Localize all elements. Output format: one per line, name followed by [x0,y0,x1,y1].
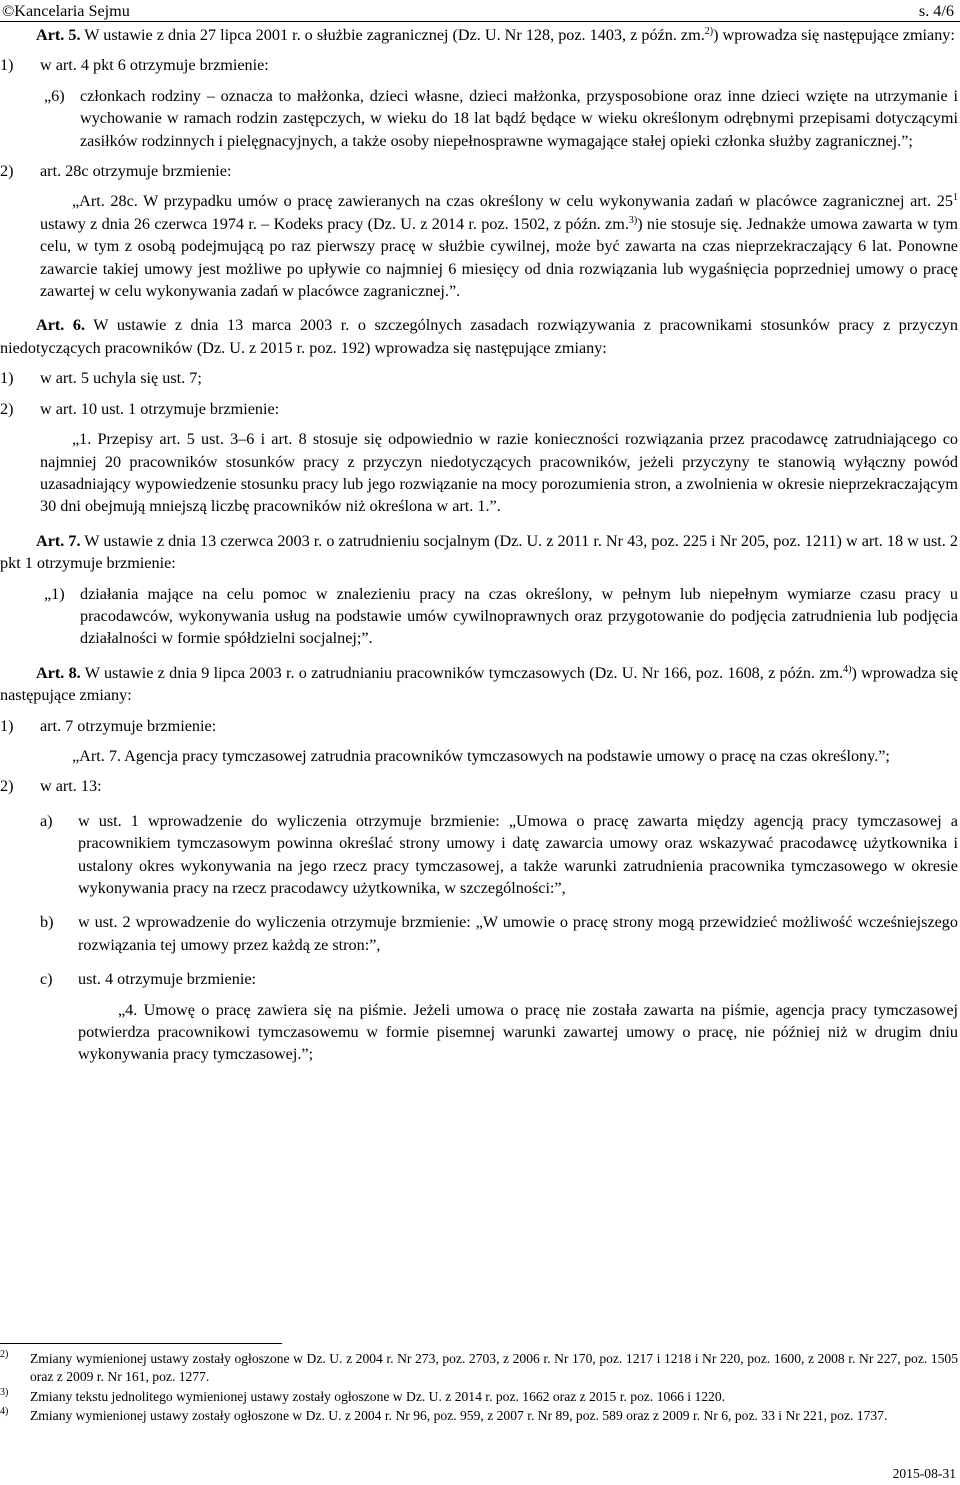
footnotes [0,1350,958,1427]
point-text: w art. 4 pkt 6 otrzymuje brzmienie: [40,56,269,75]
art8-tail: ) wprowadza się następujące zmiany: [0,663,958,705]
art6-text: W ustawie z dnia 13 marca 2003 r. o szczególnych zasadach rozwiązywania z pracownikami stosunków pracy z przyczyn niedotyczących pracowników (Dz. U. z 2015 r. poz. 192) wprowadza się następujące zmiany: [0,316,958,357]
art6-point-2 [0,398,958,420]
superscript: 1 [953,192,958,204]
quote-text-a: „Art. 28c. W przypadku umów o pracę zawieranych na czas określony w celu wykonywania zadań w placówce zagranicznej art. 25 [72,192,953,211]
art8-letter-b [0,911,958,956]
letter-text: w ust. 2 wprowadzenie do wyliczenia otrzymuje brzmienie: „W umowie o pracę strony mogą przewidzieć możliwość wcześniejszego rozwiązania tej umowy przez każdą ze stron:”, [78,913,958,954]
art5-point-1-quote [0,85,958,152]
art8-letter-c-quote: „4. Umowę o pracę zawiera się na piśmie. Jeżeli umowa o pracę nie została zawarta na piśmie, agencja pracy tymczasowej potwierdza pracownikowi tymczasowemu w formie pisemnej warunki zawartej umowy o pracę, nie później niż w drugim dniu wykonywania pracy tymczasowej.”; [78,1000,958,1064]
footnote-ref: 3) [628,214,638,226]
art6-intro [0,314,958,359]
footnote-text: Zmiany wymienionej ustawy zostały ogłoszone w Dz. U. z 2004 r. Nr 273, poz. 2703, z 2006 r. Nr 170, poz. 1217 i 1218 i Nr 220, poz. 1600, z 2008 r. Nr 227, poz. 1505 oraz z 2009 r. Nr 161, poz. 1277. [30,1351,958,1385]
header-page-number: s. 4/6 [918,2,954,20]
quote-number: „6) [44,86,65,105]
letter-number: a) [40,811,53,830]
quote-text-b: ustawy z dnia 26 czerwca 1974 r. – Kodeks pracy (Dz. U. z 2014 r. poz. 1502, z późn. zm. [40,214,629,233]
art6-point-1 [0,367,958,389]
art8-point-1 [0,715,958,737]
footnote-text: Zmiany wymienionej ustawy zostały ogłoszone w Dz. U. z 2004 r. Nr 96, poz. 959, z 2007 r. Nr 89, poz. 589 oraz z 2009 r. Nr 6, poz. 33 i Nr 221, poz. 1737. [30,1408,888,1424]
point-number: 2) [0,162,14,181]
art7-label: Art. 7. [36,531,81,550]
footnote-number: 3) [0,1386,9,1398]
art8-letter-c [0,968,958,990]
document-body [0,24,958,1066]
art5-point-2 [0,160,958,182]
art6-label: Art. 6. [36,316,86,335]
footnote-rule [0,1343,282,1344]
point-number: 2) [0,399,14,418]
quote-text: działania mające na celu pomoc w znalezieniu pracy na czas określony, w pełnym lub niepełnym wymiarze czasu pracy u pracodawców, wykonywania usług na podstawie umów cywilnoprawnych oraz przygotowanie do podjęcia zatrudnienia lub podjęcia działalności w formie spółdzielni socjalnej;”. [80,584,958,648]
point-text: w art. 5 uchyla się ust. 7; [40,369,202,388]
art5-text: W ustawie z dnia 27 lipca 2001 r. o służbie zagranicznej (Dz. U. Nr 128, poz. 1403, z późn. zm. [80,26,705,44]
art5-intro [0,24,958,46]
footnote-number: 4) [0,1406,9,1418]
header-copyright: ©Kancelaria Sejmu [2,2,130,20]
quote-text-c: ) nie stosuje się. Jednakże umowa zawarta w tym celu, w tym z osobą podejmującą po raz pierwszy pracę w służbie cywilnej, może być zawarta na czas nieprzekraczający 6 lat. Ponowne zawarcie takiej umowy jest możliwe po upływie co najmniej 6 miesięcy od dnia rozwiązania lub wygaśnięcia poprzedniej umowy o pracę zawartej w celu wykonywania zadań w placówce zagranicznej.”. [40,214,958,301]
point-number: 2) [0,777,14,796]
footnote-3 [0,1388,958,1406]
page-header [0,0,960,22]
point-text: w art. 10 ust. 1 otrzymuje brzmienie: [40,399,280,418]
footnote-number: 2) [0,1349,9,1360]
art7-intro [0,530,958,575]
point-number: 1) [0,716,14,735]
point-text: art. 7 otrzymuje brzmienie: [40,716,217,735]
art8-letter-a [0,810,958,900]
point-text: art. 28c otrzymuje brzmienie: [40,162,232,181]
art5-footnote-ref: 2) [704,26,714,37]
art7-quote [0,583,958,650]
quote-number: „1) [44,584,65,603]
art5-label: Art. 5. [36,26,81,44]
quote-text: członkach rodziny – oznacza to małżonka, dzieci własne, dzieci małżonka, przysposobione oraz inne dzieci wzięte na utrzymanie i wychowanie w ramach rodzin zastępczych, w wieku do 18 lat bądź będące w wieku określonym odrębnymi przepisami dotyczącymi zasiłków rodzinnych i pielęgnacyjnych, a także osoby niepełnosprawne wymagające stałej opieki członka służby zagranicznej.”; [80,86,958,150]
letter-number: b) [40,913,54,932]
art5-point-1 [0,54,958,76]
art5-point-2-quote [0,190,958,302]
point-text: w art. 13: [40,777,102,796]
art8-footnote-ref: 4) [843,663,852,675]
art8-point-1-quote: „Art. 7. Agencja pracy tymczasowej zatrudnia pracowników tymczasowych na podstawie umowy o pracę na czas określony.”; [72,746,890,765]
point-number: 1) [0,369,14,388]
footnote-4 [0,1407,958,1425]
letter-text: w ust. 1 wprowadzenie do wyliczenia otrzymuje brzmienie: „Umowa o pracę zawarta między agencją pracy tymczasowej a pracownikiem tymczasowym powinna określać strony umowy i datę zawarcia umowy oraz wskazywać pracodawcę użytkownika i ustalony okres wykonywania na jego rzecz pracy tymczasowej, a także warunki zatrudnienia pracownika tymczasowego w okresie wykonywania pracy na rzecz pracodawcy użytkownika, w szczególności:”, [78,811,958,897]
art7-text: W ustawie z dnia 13 czerwca 2003 r. o zatrudnieniu socjalnym (Dz. U. z 2011 r. Nr 43, poz. 225 i Nr 205, poz. 1211) w art. 18 w ust. 2 pkt 1 otrzymuje brzmienie: [0,531,958,573]
letter-text: ust. 4 otrzymuje brzmienie: [78,970,257,989]
footnote-text: Zmiany tekstu jednolitego wymienionej ustawy zostały ogłoszone w Dz. U. z 2014 r. poz. 1662 oraz z 2015 r. poz. 1066 i 1220. [30,1388,726,1404]
point-number: 1) [0,56,14,75]
art8-text: W ustawie z dnia 9 lipca 2003 r. o zatrudnianiu pracowników tymczasowych (Dz. U. Nr 166, poz. 1608, z późn. zm. [80,663,844,682]
art8-point-2 [0,775,958,797]
art8-intro [0,662,958,707]
art8-label: Art. 8. [36,663,81,682]
document-date: 2015-08-31 [892,1466,956,1481]
letter-number: c) [40,970,53,989]
footnote-2 [0,1350,958,1387]
art6-point-2-quote: „1. Przepisy art. 5 ust. 3–6 i art. 8 stosuje się odpowiednio w razie konieczności rozwiązania przez pracodawcę zatrudniającego co najmniej 20 pracowników stosunków pracy z przyczyn niedotyczących pracowników, jeżeli przyczyny te stanowią wyłączny powód uzasadniający wypowiedzenie stosunku pracy lub jego rozwiązanie na mocy porozumienia stron, a zwolnienia w okresie nieprzekraczającym 30 dni obejmują mniejszą liczbę pracowników niż określona w art. 1.”. [40,430,958,516]
header-rule [0,21,960,22]
art5-tail: ) wprowadza się następujące zmiany: [713,26,955,44]
